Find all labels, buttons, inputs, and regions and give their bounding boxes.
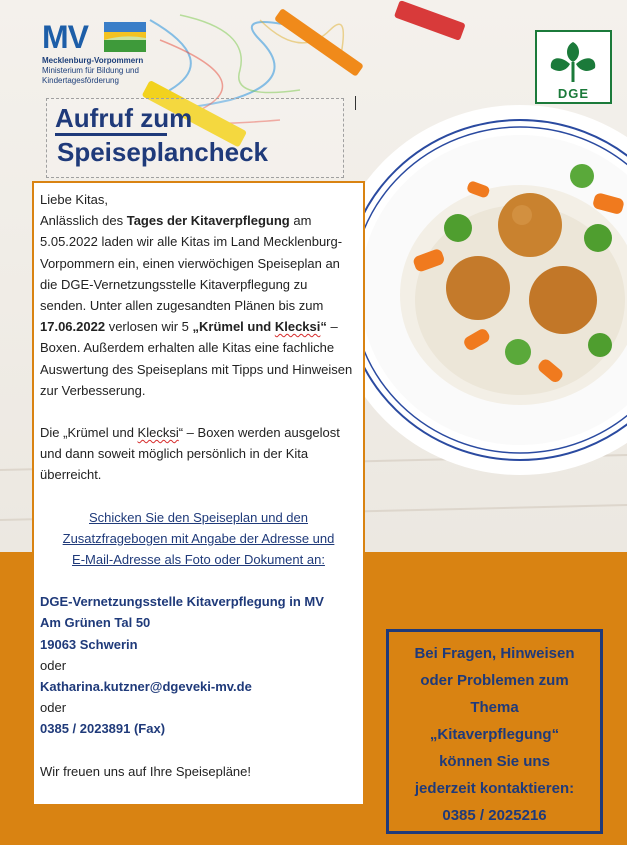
contact-line: können Sie uns — [439, 753, 550, 770]
mv-flag-icon — [104, 22, 146, 52]
or-text: oder — [40, 700, 67, 716]
letter-paragraph-1: Anlässlich des Tages der Kitaverpflegung am 5.05.2022 laden wir alle Kitas im Land Mecklenburg-Vorpommern ein, einen vierwöchigen Speiseplan an die DGE-Vernetzungsstelle Kitaverpflegung zu senden. Unter allen zugesandten Plänen bis zum 17.06.2022 verlosen wir 5 „Krümel und Klecksi“ – Boxen. Außerdem erhalten alle Kitas eine fachliche Auswertung des Speiseplans mit Tipps und Hinweisen zur Verbesserung. — [40, 213, 353, 398]
dge-logo — [535, 30, 612, 104]
contact-phone: 0385 / 2025216 — [442, 807, 547, 824]
contact-box — [386, 629, 603, 834]
letter-textbox — [32, 181, 365, 806]
letter-paragraph-2: Die „Krümel und Klecksi“ – Boxen werden ausgelost und dann soweit möglich persönlich in der Kita überreicht. — [40, 425, 340, 483]
crayon-red — [394, 0, 466, 41]
dge-label: DGE — [557, 86, 590, 101]
text-cursor — [355, 96, 356, 110]
address-city: 19063 Schwerin — [40, 636, 138, 652]
address-org: DGE-Vernetzungsstelle Kitaverpflegung in MV — [40, 594, 324, 610]
mv-state-name: Mecklenburg-Vorpommern — [42, 56, 144, 65]
letter-greeting: Liebe Kitas, — [40, 192, 108, 207]
mv-ministry-logo — [42, 20, 154, 90]
dge-leaf-icon — [537, 32, 610, 88]
mv-ministry-line2: Kindertagesförderung — [42, 76, 119, 85]
or-text: oder — [40, 657, 67, 673]
email-address[interactable]: Katharina.kutzner@dgeveki-mv.de — [40, 679, 252, 695]
address-street: Am Grünen Tal 50 — [40, 615, 151, 631]
crayon-orange — [274, 8, 364, 77]
send-instruction: Schicken Sie den Speiseplan und den Zusatzfragebogen mit Angabe der Adresse und E-Mail-Adresse als Foto oder Dokument an: — [62, 509, 335, 568]
page-title-line2: Speiseplancheck — [57, 137, 268, 167]
closing-line: Wir freuen uns auf Ihre Speisepläne! — [40, 763, 252, 779]
contact-line: jederzeit kontaktieren: — [414, 780, 575, 797]
contact-line: Bei Fragen, Hinweisen — [414, 645, 575, 662]
mv-ministry-line1: Ministerium für Bildung und — [42, 66, 139, 75]
fax-number: 0385 / 2023891 (Fax) — [40, 721, 166, 737]
mv-abbrev: MV — [42, 19, 88, 55]
mv-ministry-text — [42, 56, 154, 86]
contact-line: Thema — [470, 699, 519, 716]
title-underline — [55, 133, 167, 136]
contact-line: „Kitaverpflegung“ — [429, 726, 560, 743]
title-textbox — [46, 98, 344, 178]
contact-line: oder Problemen zum — [420, 672, 569, 689]
page-title-line1: Aufruf zum — [55, 103, 193, 133]
